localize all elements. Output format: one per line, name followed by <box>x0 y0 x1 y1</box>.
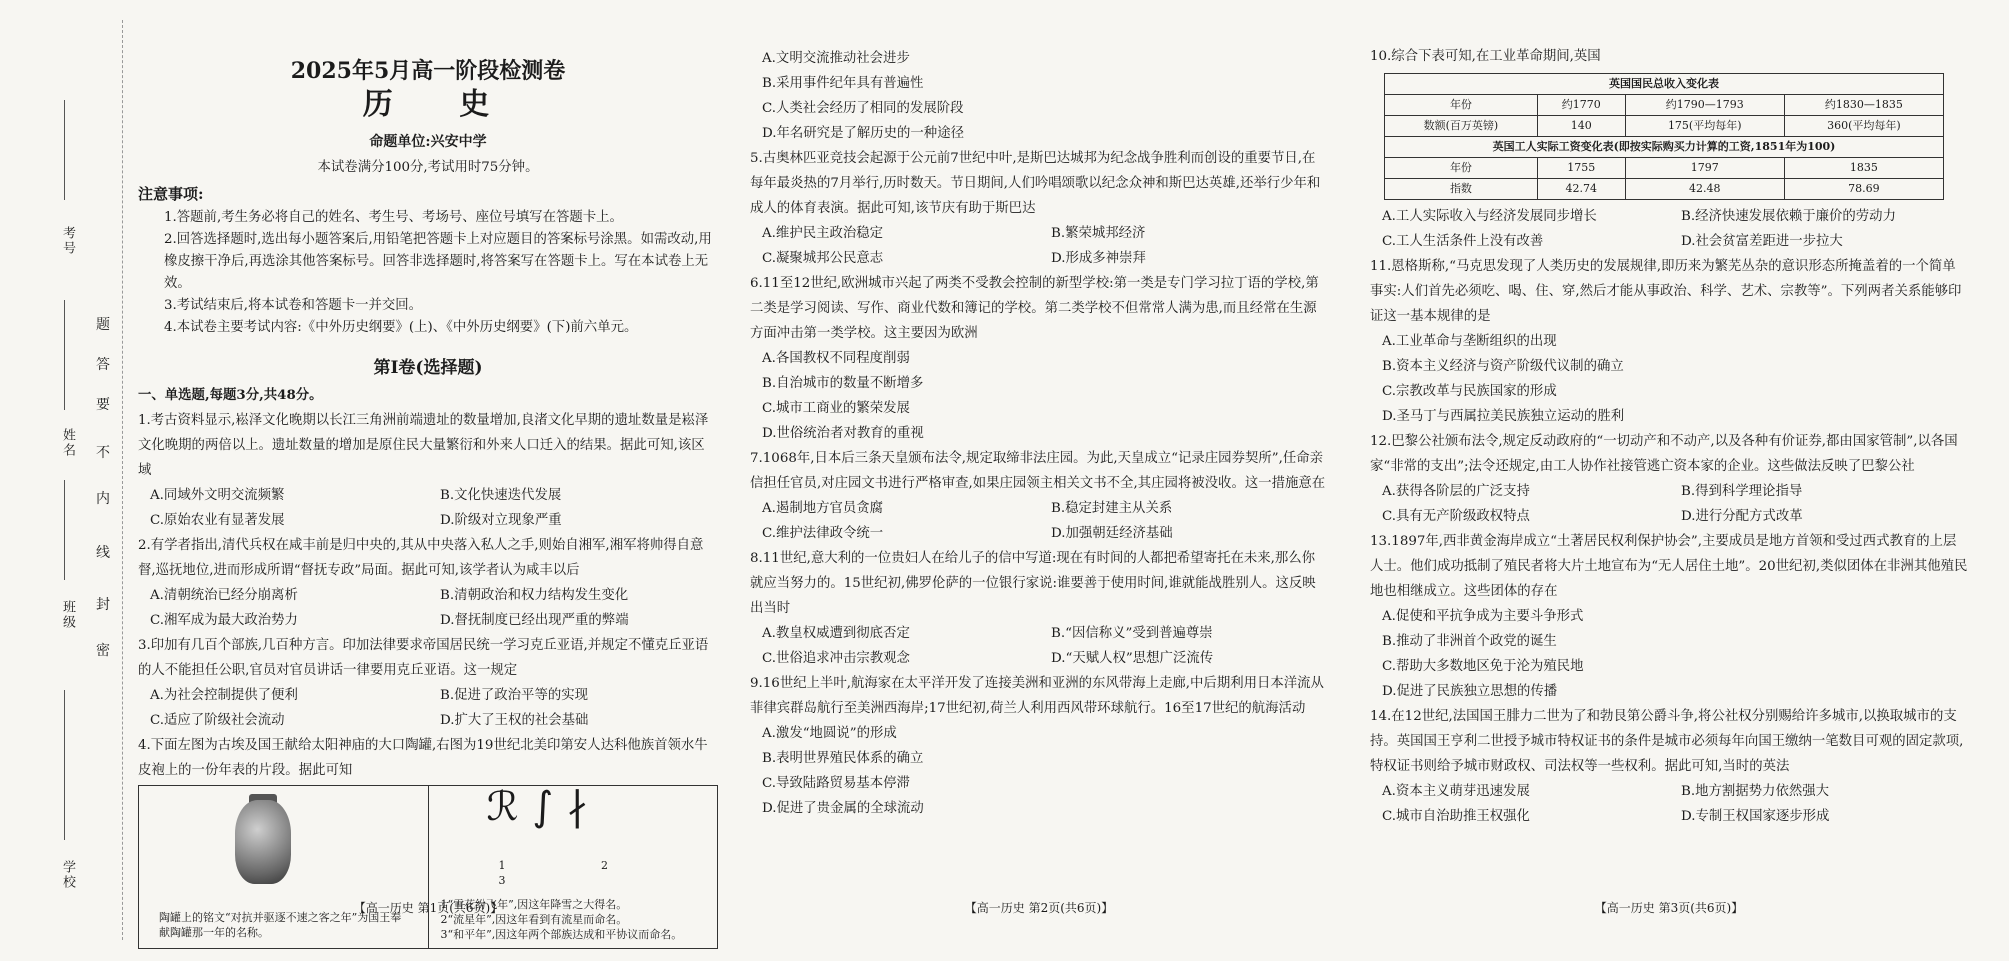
option-a: A.教皇权威遭到彻底否定 <box>762 626 910 641</box>
notes-item: 2.回答选择题时,选出每小题答案后,用铅笔把答题卡上对应题目的答案标号涂黑。如需改动,用橡皮擦干净后,再选涂其他答案标号。回答非选择题时,将答案写在答题卡上。写在本试卷上无效。 <box>164 232 712 291</box>
question-stem: 6.11至12世纪,欧洲城市兴起了两类不受教会控制的新型学校:第一类是专门学习拉丁语的学校,第二类是学习阅读、写作、商业代数和簿记的学校。第二类学校不但常常人满为患,而且经常在生源方面冲击第一类学校。这主要因为欧洲 <box>750 276 1319 341</box>
binding-margin <box>0 0 128 961</box>
question-stem: 4.下面左图为古埃及国王献给太阳神庙的大口陶罐,右图为19世纪北美印第安人达科他族首领水牛皮袍上的一份年表的片段。据此可知 <box>138 738 708 778</box>
notes-item: 1.答题前,考生务必将自己的姓名、考生号、考场号、座位号填写在答题卡上。 <box>164 210 623 225</box>
name-line <box>64 300 65 410</box>
option-a: A.清朝统治已经分崩离析 <box>150 588 298 603</box>
question-stem: 1.考古资料显示,崧泽文化晚期以长江三角洲前端遗址的数量增加,良渚文化早期的遗址数量是崧泽文化晚期的两倍以上。遗址数量的增加是原住民大量繁衍和外来人口迁入的结果。据此可知,该区域 <box>138 413 709 478</box>
question-stem: 11.恩格斯称,“马克思发现了人类历史的发展规律,即历来为繁芜丛杂的意识形态所掩盖着的一个简单事实:人们首先必须吃、喝、住、穿,然后才能从事政治、科学、艺术、宗教等”。下列两者关系能够印证这一基本规律的是 <box>1370 259 1962 324</box>
option-b: B.得到科学理论指导 <box>1681 484 1803 499</box>
option-d: D.扩大了王权的社会基础 <box>440 713 589 728</box>
page-footer: 【高一历史 第3页(共6页)】 <box>1594 901 1744 915</box>
question-14 <box>1370 704 1968 829</box>
question-stem: 3.印加有几百个部族,几百种方言。印加法律要求帝国居民统一学习克丘亚语,并规定不懂克丘亚语的人不能担任公职,官员对官员讲话一律要用克丘亚语。这一规定 <box>138 638 709 678</box>
notes-heading: 注意事项: <box>138 185 204 203</box>
seal-char: 要 <box>96 397 110 413</box>
option-c: C.帮助大多数地区免于沦为殖民地 <box>1382 659 1584 674</box>
option-b: B.稳定封建主从关系 <box>1051 501 1173 516</box>
school-label: 学校 <box>60 860 75 890</box>
notes-item: 4.本试卷主要考试内容:《中外历史纲要》(上)、《中外历史纲要》(下)前六单元。 <box>164 320 638 335</box>
exam-number-line <box>64 100 65 200</box>
seal-char: 内 <box>96 491 110 507</box>
page-1 <box>138 0 718 949</box>
seal-char: 不 <box>96 445 110 461</box>
table-cell: 42.48 <box>1625 179 1784 200</box>
question-stem: 10.综合下表可知,在工业革命期间,英国 <box>1370 49 1601 64</box>
question-2 <box>138 533 718 633</box>
page-footer: 【高一历史 第1页(共6页)】 <box>353 901 503 915</box>
option-b: B.清朝政治和权力结构发生变化 <box>440 588 629 603</box>
option-d: D.圣马丁与西属拉美民族独立运动的胜利 <box>1382 409 1625 424</box>
question-1 <box>138 408 718 533</box>
question-6 <box>750 271 1328 446</box>
option-a: A.为社会控制提供了便利 <box>150 688 298 703</box>
part1-instruction: 一、单选题,每题3分,共48分。 <box>138 387 323 403</box>
option-b: B.地方割据势力依然强大 <box>1681 784 1830 799</box>
table-cell: 360(平均每年) <box>1784 116 1943 137</box>
option-c: C.适应了阶级社会流动 <box>150 713 285 728</box>
seal-char: 封 <box>96 597 110 613</box>
option-a: A.资本主义萌芽迅速发展 <box>1382 784 1530 799</box>
exam-number-label: 考号 <box>60 226 75 256</box>
option-c: C.维护法律政令统一 <box>762 526 884 541</box>
seal-dashed-line <box>122 20 123 940</box>
question-stem: 12.巴黎公社颁布法令,规定反动政府的“一切动产和不动产,以及各种有价证券,都由国家管制”,以各国家“非常的支出”;法令还规定,由工人协作社接管逃亡资本家的企业。这些做法反映了巴黎公社 <box>1370 434 1958 474</box>
table-cell: 175(平均每年) <box>1625 116 1784 137</box>
subject-title: 历 史 <box>362 87 518 122</box>
option-d: D.年名研究是了解历史的一种途径 <box>762 126 964 141</box>
table1-title: 英国国民总收入变化表 <box>1385 74 1944 95</box>
option-a: A.文明交流推动社会进步 <box>762 51 910 66</box>
option-d: D.专制王权国家逐步形成 <box>1681 809 1830 824</box>
option-a: A.同域外文明交流频繁 <box>150 488 285 503</box>
option-c: C.具有无产阶级政权特点 <box>1382 509 1530 524</box>
table-cell: 1835 <box>1784 158 1943 179</box>
option-a: A.促使和平抗争成为主要斗争形式 <box>1382 609 1584 624</box>
question-stem: 8.11世纪,意大利的一位贵妇人在给儿子的信中写道:现在有时间的人都把希望寄托在未来,那么你就应当努力的。15世纪初,佛罗伦萨的一位银行家说:谁要善于使用时间,谁就能战胜别人。这反映出当时 <box>750 551 1316 616</box>
pictograph-icons: ℛ∫∤ <box>486 784 602 830</box>
seal-char: 密 <box>96 643 110 659</box>
option-a: A.维护民主政治稳定 <box>762 226 884 241</box>
table-cell: 约1830—1835 <box>1784 95 1943 116</box>
seal-char: 线 <box>96 545 110 561</box>
option-a: A.遏制地方官员贪腐 <box>762 501 884 516</box>
option-c: C.工人生活条件上没有改善 <box>1382 234 1544 249</box>
question-4-figure <box>138 785 718 949</box>
exam-title: 2025年5月高一阶段检测卷 <box>290 58 566 84</box>
option-d: D.世俗统治者对教育的重视 <box>762 426 924 441</box>
table-cell: 年份 <box>1385 95 1538 116</box>
table-cell: 140 <box>1537 116 1625 137</box>
option-d: D.“天赋人权”思想广泛流传 <box>1051 651 1214 666</box>
class-line <box>64 480 65 580</box>
table-cell: 年份 <box>1385 158 1538 179</box>
question-stem: 9.16世纪上半叶,航海家在太平洋开发了连接美洲和亚洲的东风带海上走廊,中后期利用日本洋流从菲律宾群岛航行至美洲西海岸;17世纪初,荷兰人利用西风带环球航行。16至17世纪的航海活动 <box>750 676 1324 716</box>
table2-title: 英国工人实际工资变化表(即按实际购买力计算的工资,1851年为100) <box>1385 137 1944 158</box>
question-stem: 7.1068年,日本后三条天皇颁布法令,规定取缔非法庄园。为此,天皇成立“记录庄园券契所”,任命亲信担任官员,对庄园文书进行严格审查,如果庄园领主相关文书不全,其庄园将被没收。这一措施意在 <box>750 451 1326 491</box>
option-c: C.人类社会经历了相同的发展阶段 <box>762 101 964 116</box>
option-c: C.宗教改革与民族国家的形成 <box>1382 384 1557 399</box>
robe-caption: 3“和平年”,因这年两个部族达成和平协议而命名。 <box>440 928 683 941</box>
table-cell: 1797 <box>1625 158 1784 179</box>
table-cell: 78.69 <box>1784 179 1943 200</box>
option-b: B.繁荣城邦经济 <box>1051 226 1146 241</box>
option-b: B.采用事件纪年具有普遍性 <box>762 76 924 91</box>
seal-char: 答 <box>96 357 110 373</box>
question-stem: 5.古奥林匹亚竞技会起源于公元前7世纪中叶,是斯巴达城邦为纪念战争胜利而创设的重要节日,在每年最炎热的7月举行,历时数天。节日期间,人们吟唱颂歌以纪念众神和斯巴达英雄,还举行少年和成人的体育表演。据此可知,该节庆有助于斯巴达 <box>750 151 1321 216</box>
page-3 <box>1370 0 1968 915</box>
page-2 <box>750 0 1328 915</box>
option-a: A.工人实际收入与经济发展同步增长 <box>1382 209 1597 224</box>
question-7 <box>750 446 1328 546</box>
robe-figure <box>429 786 718 948</box>
option-d: D.促进了贵金属的全球流动 <box>762 801 924 816</box>
table-cell: 1755 <box>1537 158 1625 179</box>
robe-caption: 2“流星年”,因这年看到有流星而命名。 <box>440 913 628 926</box>
robe-caption: 1“雪花纷飞年”,因这年降雪之大得名。 <box>440 898 628 911</box>
income-wage-table <box>1384 73 1944 200</box>
question-5 <box>750 146 1328 271</box>
option-b: B.表明世界殖民体系的确立 <box>762 751 924 766</box>
table-cell: 约1790—1793 <box>1625 95 1784 116</box>
question-4-options <box>750 46 1328 146</box>
question-12 <box>1370 429 1968 529</box>
jar-caption: 陶罐上的铭文“对抗并驱逐不速之客之年”为国王奉献陶罐那一年的名称。 <box>159 911 402 939</box>
option-b: B.自治城市的数量不断增多 <box>762 376 924 391</box>
option-d: D.阶级对立现象严重 <box>440 513 562 528</box>
question-10 <box>1370 44 1968 254</box>
table-cell: 数额(百万英镑) <box>1385 116 1538 137</box>
option-c: C.城市自治助推王权强化 <box>1382 809 1530 824</box>
option-b: B.推动了非洲首个政党的诞生 <box>1382 634 1557 649</box>
option-b: B.经济快速发展依赖于廉价的劳动力 <box>1681 209 1896 224</box>
option-a: A.各国教权不同程度削弱 <box>762 351 910 366</box>
page-footer: 【高一历史 第2页(共6页)】 <box>964 901 1114 915</box>
question-3 <box>138 633 718 733</box>
table-cell: 指数 <box>1385 179 1538 200</box>
question-9 <box>750 671 1328 821</box>
exam-info: 本试卷满分100分,考试用时75分钟。 <box>317 160 539 175</box>
option-d: D.社会贫富差距进一步拉大 <box>1681 234 1843 249</box>
notes-item: 3.考试结束后,将本试卷和答题卡一并交回。 <box>164 298 423 313</box>
option-d: D.促进了民族独立思想的传播 <box>1382 684 1558 699</box>
class-label: 班级 <box>60 600 75 630</box>
option-c: C.城市工商业的繁荣发展 <box>762 401 910 416</box>
jar-figure <box>139 786 429 948</box>
setter-unit: 命题单位:兴安中学 <box>369 134 487 150</box>
option-d: D.进行分配方式改革 <box>1681 509 1803 524</box>
question-8 <box>750 546 1328 671</box>
option-c: C.世俗追求冲击宗教观念 <box>762 651 910 666</box>
pictograph-numbers: 1 2 3 <box>498 859 654 887</box>
option-b: B.资本主义经济与资产阶级代议制的确立 <box>1382 359 1624 374</box>
option-a: A.激发“地圆说”的形成 <box>762 726 897 741</box>
option-c: C.原始农业有显著发展 <box>150 513 285 528</box>
question-11 <box>1370 254 1968 429</box>
table-cell: 约1770 <box>1537 95 1625 116</box>
option-b: B.文化快速迭代发展 <box>440 488 562 503</box>
option-c: C.湘军成为最大政治势力 <box>150 613 298 628</box>
option-b: B.“因信称义”受到普遍尊崇 <box>1051 626 1213 641</box>
part1-title: 第Ⅰ卷(选择题) <box>373 358 483 378</box>
egyptian-jar-icon <box>235 800 291 884</box>
table-cell: 42.74 <box>1537 179 1625 200</box>
question-stem: 14.在12世纪,法国国王腓力二世为了和勃艮第公爵斗争,将公社权分别赐给许多城市,以换取城市的支持。英国国王亨利二世授予城市特权证书的条件是城市必须每年向国王缴纳一笔数目可观的固定款项,特权证书则给予城市财政权、司法权等一些权利。据此可知,当时的英法 <box>1370 709 1964 774</box>
question-stem: 13.1897年,西非黄金海岸成立“土著居民权利保护协会”,主要成员是地方首领和受过西式教育的上层人士。他们成功抵制了殖民者将大片土地宣布为“无人居住土地”。20世纪初,类似团体在非洲其他殖民地也相继成立。这些团体的存在 <box>1370 534 1968 599</box>
option-d: D.形成多神崇拜 <box>1051 251 1146 266</box>
seal-char: 题 <box>96 317 110 333</box>
option-c: C.凝聚城邦公民意志 <box>762 251 884 266</box>
question-stem: 2.有学者指出,清代兵权在咸丰前是归中央的,其从中央落入私人之手,则始自湘军,湘军将帅得自意督,巡抚地位,进而形成所谓“督抚专政”局面。据此可知,该学者认为咸丰以后 <box>138 538 704 578</box>
school-line <box>64 690 65 840</box>
option-d: D.督抚制度已经出现严重的弊端 <box>440 613 629 628</box>
option-b: B.促进了政治平等的实现 <box>440 688 589 703</box>
option-d: D.加强朝廷经济基础 <box>1051 526 1173 541</box>
option-a: A.工业革命与垄断组织的出现 <box>1382 334 1557 349</box>
question-13 <box>1370 529 1968 704</box>
option-a: A.获得各阶层的广泛支持 <box>1382 484 1530 499</box>
name-label: 姓名 <box>60 428 75 458</box>
option-c: C.导致陆路贸易基本停滞 <box>762 776 910 791</box>
